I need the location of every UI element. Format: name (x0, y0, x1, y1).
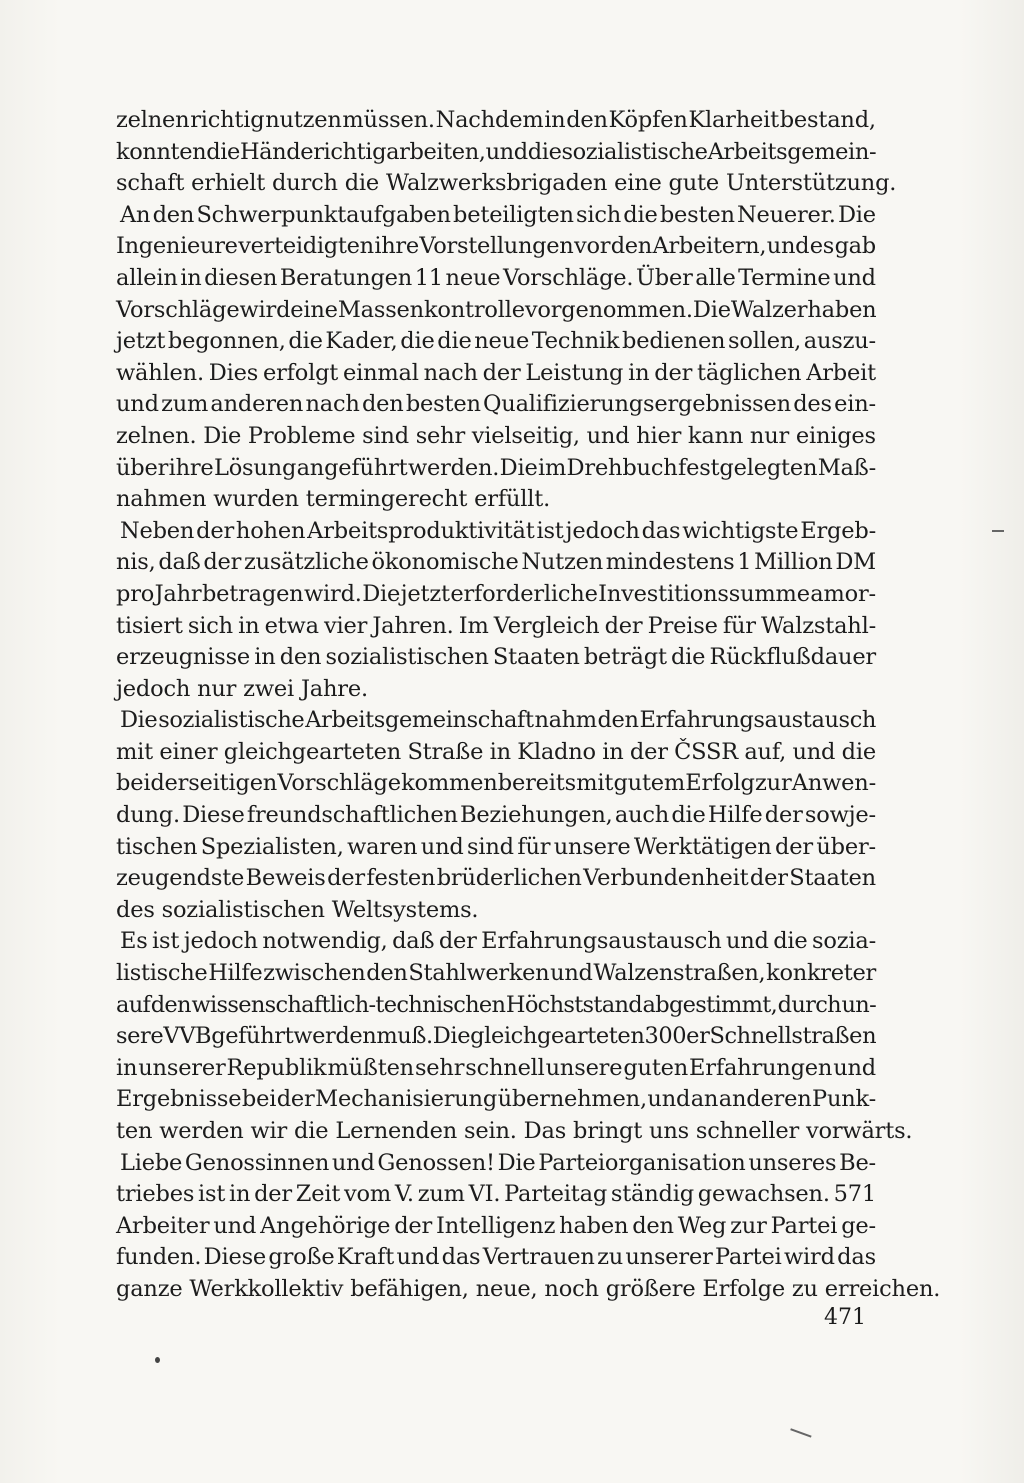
text-line: Es ist jedoch notwendig, daß der Erfahrungsaustausch und die sozia- (120, 928, 876, 955)
text-line: jetzt begonnen, die Kader, die die neue Technik bedienen sollen, auszu- (116, 328, 876, 355)
text-line: sere VVB geführt werden muß. Die gleichgearteten 300er Schnellstraßen (116, 1023, 877, 1050)
text-line: zelnen. Die Probleme sind sehr vielseitig, und hier kann nur einiges (116, 422, 876, 449)
text-line: in unserer Republik müßten sehr schnell unsere guten Erfahrungen und (116, 1054, 876, 1081)
text-line: Ingenieure verteidigten ihre Vorstellungen vor den Arbeitern, und es gab (116, 233, 876, 260)
text-line: jedoch nur zwei Jahre. (116, 675, 368, 702)
text-line: ten werden wir die Lernenden sein. Das bringt uns schneller vorwärts. (116, 1118, 913, 1144)
text-line: Ergebnisse bei der Mechanisierung übernehmen, und an anderen Punk- (116, 1086, 876, 1113)
text-line: nis, daß der zusätzliche ökonomische Nutzen mindestens 1 Million DM (116, 549, 876, 576)
text-line: mit einer gleichgearteten Straße in Kladno in der ČSSR auf, und die (116, 738, 876, 765)
text-line: Neben der hohen Arbeitsproduktivität ist jedoch das wichtigste Ergeb- (120, 517, 876, 544)
margin-mark (790, 1428, 811, 1437)
text-line: schaft erhielt durch die Walzwerksbrigaden eine gute Unterstützung. (116, 170, 897, 197)
text-line: zelnen richtig nutzen müssen. Nachdem in den Köpfen Klarheit bestand, (116, 107, 876, 133)
margin-mark (992, 530, 1004, 532)
paragraph (116, 926, 913, 1147)
text-line: Die sozialistische Arbeitsgemeinschaft nahm den Erfahrungsaustausch (120, 707, 876, 734)
paragraph (116, 105, 897, 200)
text-line: Arbeiter und Angehörige der Intelligenz haben den Weg zur Partei ge- (116, 1212, 876, 1239)
text-line: beiderseitigen Vorschläge kommen bereits mit gutem Erfolg zur Anwen- (116, 770, 876, 797)
text-line: pro Jahr betragen wird. Die jetzt erforderliche Investitionssumme amor- (116, 580, 876, 607)
paragraph (116, 200, 876, 516)
text-line: und zum anderen nach den besten Qualifizierungsergebnissen des ein- (116, 391, 876, 418)
text-line: erzeugnisse in den sozialistischen Staaten beträgt die Rückflußdauer (116, 644, 876, 671)
text-line: An den Schwerpunktaufgaben beteiligten sich die besten Neuerer. Die (120, 201, 876, 228)
text-line: konnten die Hände richtig arbeiten, und die sozialistische Arbeitsgemein- (116, 138, 877, 165)
text-line: tischen Spezialisten, waren und sind für unsere Werktätigen der über- (116, 833, 876, 860)
text-line: triebes ist in der Zeit vom V. zum VI. Parteitag ständig gewachsen. 571 (116, 1181, 876, 1208)
text-line: zeugendste Beweis der festen brüderlichen Verbundenheit der Staaten (116, 865, 876, 892)
text-line: listische Hilfe zwischen den Stahlwerken und Walzenstraßen, konkreter (116, 960, 876, 987)
text-line: Vorschläge wird eine Massenkontrolle vorgenommen. Die Walzer haben (116, 296, 877, 323)
text-line: funden. Diese große Kraft und das Vertrauen zu unserer Partei wird das (116, 1244, 876, 1271)
paragraph (116, 705, 876, 926)
text-line: allein in diesen Beratungen 11 neue Vorschläge. Über alle Termine und (116, 264, 876, 291)
text-line: tisiert sich in etwa vier Jahren. Im Vergleich der Preise für Walzstahl- (116, 612, 876, 639)
text-line: des sozialistischen Weltsystems. (116, 896, 479, 923)
text-line: dung. Diese freundschaftlichen Beziehungen, auch die Hilfe der sowje- (116, 802, 876, 829)
body-text (116, 105, 941, 1306)
text-line: nahmen wurden termingerecht erfüllt. (116, 486, 551, 513)
paragraph (116, 1148, 941, 1306)
print-speck (155, 1357, 160, 1363)
text-line: ganze Werkkollektiv befähigen, neue, noch größere Erfolge zu erreichen. (116, 1275, 941, 1302)
text-line: wählen. Dies erfolgt einmal nach der Leistung in der täglichen Arbeit (116, 359, 876, 386)
text-line: Liebe Genossinnen und Genossen! Die Parteiorganisation unseres Be- (120, 1149, 876, 1176)
text-line: auf den wissenschaftlich-technischen Höchststand abgestimmt, durch un- (116, 991, 876, 1018)
paragraph (116, 516, 876, 706)
page-number: 471 (824, 1305, 866, 1330)
text-line: über ihre Lösung angeführt werden. Die im Drehbuch festgelegten Maß- (116, 454, 876, 481)
